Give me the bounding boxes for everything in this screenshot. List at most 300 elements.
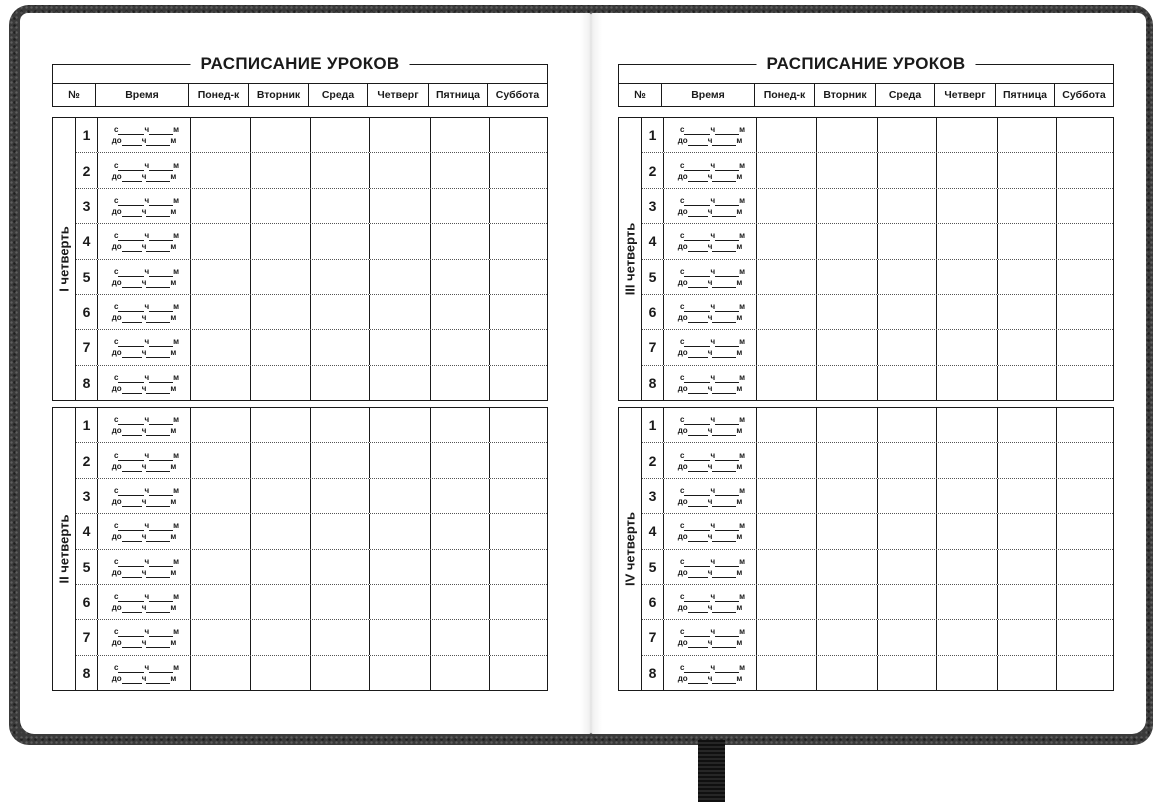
time-to-line: [112, 206, 177, 217]
day-cell[interactable]: [431, 153, 490, 187]
day-cell[interactable]: [1057, 408, 1113, 442]
day-cell[interactable]: [431, 366, 490, 400]
time-label-from: с: [113, 415, 119, 425]
day-cell[interactable]: [370, 550, 431, 584]
time-cell[interactable]: [664, 366, 757, 400]
time-cell[interactable]: [98, 585, 191, 619]
day-cell[interactable]: [1057, 585, 1113, 619]
day-cell[interactable]: [431, 330, 490, 364]
day-cell[interactable]: [817, 366, 878, 400]
day-cell[interactable]: [878, 408, 937, 442]
day-cell[interactable]: [878, 366, 937, 400]
day-cell[interactable]: [311, 224, 370, 258]
day-cell[interactable]: [998, 479, 1057, 513]
day-cell[interactable]: [817, 295, 878, 329]
day-cell[interactable]: [490, 295, 547, 329]
blank-line: [712, 640, 736, 648]
day-cell[interactable]: [757, 443, 817, 477]
column-header-row: [618, 83, 1114, 107]
time-from-line: [680, 450, 745, 461]
day-cell[interactable]: [370, 224, 431, 258]
day-cell[interactable]: [311, 550, 370, 584]
time-cell[interactable]: [98, 656, 191, 690]
day-cell[interactable]: [878, 479, 937, 513]
day-cell[interactable]: [431, 260, 490, 294]
day-cell[interactable]: [817, 153, 878, 187]
day-cell[interactable]: [817, 550, 878, 584]
day-cell[interactable]: [490, 550, 547, 584]
day-cell[interactable]: [998, 620, 1057, 654]
day-cell[interactable]: [191, 295, 251, 329]
day-cell[interactable]: [998, 118, 1057, 152]
day-cell[interactable]: [878, 656, 937, 690]
day-cell[interactable]: [878, 330, 937, 364]
day-cell[interactable]: [878, 443, 937, 477]
day-cell[interactable]: [757, 408, 817, 442]
blank-line: [149, 417, 173, 425]
day-cell[interactable]: [757, 366, 817, 400]
day-cell[interactable]: [251, 656, 311, 690]
day-cell[interactable]: [878, 189, 937, 223]
day-cell[interactable]: [817, 260, 878, 294]
day-cell[interactable]: [1057, 153, 1113, 187]
time-label-minutes: м: [170, 426, 177, 436]
time-label-hours: ч: [141, 532, 147, 542]
day-cell[interactable]: [191, 443, 251, 477]
day-cell[interactable]: [1057, 620, 1113, 654]
day-cell[interactable]: [490, 189, 547, 223]
time-cell[interactable]: [664, 189, 757, 223]
time-label-from: с: [679, 556, 685, 566]
time-label-to: до: [677, 426, 688, 436]
schedule-header-left: [52, 54, 548, 83]
day-cell[interactable]: [817, 656, 878, 690]
day-cell[interactable]: [757, 153, 817, 187]
time-label-from: с: [679, 485, 685, 495]
time-label-minutes: м: [736, 426, 743, 436]
time-cell[interactable]: [664, 514, 757, 548]
time-label-minutes: м: [736, 532, 743, 542]
time-label-to: до: [677, 673, 688, 683]
day-cell[interactable]: [251, 479, 311, 513]
time-cell[interactable]: [664, 656, 757, 690]
day-cell[interactable]: [370, 514, 431, 548]
time-label-from: с: [113, 372, 119, 382]
day-cell[interactable]: [431, 620, 490, 654]
day-cell[interactable]: [370, 656, 431, 690]
blank-line: [712, 386, 736, 394]
day-cell[interactable]: [431, 514, 490, 548]
day-cell[interactable]: [191, 189, 251, 223]
day-cell[interactable]: [370, 153, 431, 187]
day-cell[interactable]: [998, 260, 1057, 294]
day-cell[interactable]: [1057, 366, 1113, 400]
day-cell[interactable]: [817, 479, 878, 513]
day-cell[interactable]: [937, 224, 998, 258]
day-cell[interactable]: [878, 585, 937, 619]
day-cell[interactable]: [878, 153, 937, 187]
day-cell[interactable]: [311, 260, 370, 294]
day-cell[interactable]: [1057, 224, 1113, 258]
day-cell[interactable]: [878, 118, 937, 152]
day-cell[interactable]: [817, 118, 878, 152]
blank-line: [712, 244, 736, 252]
day-cell[interactable]: [817, 408, 878, 442]
blank-line: [118, 127, 144, 135]
day-cell[interactable]: [490, 656, 547, 690]
blank-line: [688, 534, 708, 542]
day-cell[interactable]: [311, 189, 370, 223]
day-cell[interactable]: [311, 620, 370, 654]
day-cell[interactable]: [191, 550, 251, 584]
day-cell[interactable]: [251, 224, 311, 258]
quarter-label: I четверть: [56, 226, 72, 292]
day-cell[interactable]: [370, 479, 431, 513]
day-cell[interactable]: [1057, 550, 1113, 584]
day-cell[interactable]: [431, 479, 490, 513]
day-cell[interactable]: [998, 295, 1057, 329]
day-cell[interactable]: [251, 408, 311, 442]
blank-line: [715, 665, 739, 673]
lesson-number: 4: [76, 514, 98, 548]
time-label-hours: ч: [141, 171, 147, 181]
time-label-minutes: м: [173, 302, 180, 312]
day-cell[interactable]: [251, 330, 311, 364]
day-cell[interactable]: [757, 224, 817, 258]
day-cell[interactable]: [878, 620, 937, 654]
time-cell[interactable]: [98, 366, 191, 400]
day-cell[interactable]: [757, 189, 817, 223]
time-to-line: [678, 347, 743, 358]
day-cell[interactable]: [757, 295, 817, 329]
lesson-row: [642, 330, 1113, 365]
day-cell[interactable]: [191, 153, 251, 187]
day-cell[interactable]: [1057, 443, 1113, 477]
day-cell[interactable]: [937, 479, 998, 513]
day-cell[interactable]: [490, 366, 547, 400]
day-cell[interactable]: [937, 153, 998, 187]
time-cell[interactable]: [98, 550, 191, 584]
day-cell[interactable]: [191, 620, 251, 654]
day-cell[interactable]: [370, 408, 431, 442]
time-label-hours: ч: [141, 313, 147, 323]
day-cell[interactable]: [431, 224, 490, 258]
day-cell[interactable]: [937, 550, 998, 584]
time-cell[interactable]: [664, 260, 757, 294]
time-cell[interactable]: [664, 620, 757, 654]
quarter-block: [52, 407, 548, 691]
time-cell[interactable]: [98, 479, 191, 513]
day-cell[interactable]: [817, 585, 878, 619]
blank-line: [712, 570, 736, 578]
day-cell[interactable]: [998, 656, 1057, 690]
day-cell[interactable]: [1057, 330, 1113, 364]
time-cell[interactable]: [98, 118, 191, 152]
day-cell[interactable]: [490, 620, 547, 654]
day-cell[interactable]: [311, 366, 370, 400]
day-cell[interactable]: [370, 295, 431, 329]
day-cell[interactable]: [191, 224, 251, 258]
day-cell[interactable]: [937, 408, 998, 442]
day-cell[interactable]: [490, 443, 547, 477]
time-from-line: [680, 266, 745, 277]
day-cell[interactable]: [191, 366, 251, 400]
time-cell[interactable]: [664, 118, 757, 152]
day-cell[interactable]: [998, 585, 1057, 619]
time-from-line: [680, 626, 745, 637]
day-cell[interactable]: [370, 189, 431, 223]
time-label-from: с: [113, 302, 119, 312]
time-cell[interactable]: [98, 514, 191, 548]
time-cell[interactable]: [98, 443, 191, 477]
time-label-minutes: м: [736, 567, 743, 577]
day-cell[interactable]: [998, 514, 1057, 548]
day-cell[interactable]: [431, 550, 490, 584]
time-label-from: с: [679, 302, 685, 312]
day-cell[interactable]: [370, 620, 431, 654]
lesson-number: 4: [76, 224, 98, 258]
day-cell[interactable]: [937, 514, 998, 548]
day-cell[interactable]: [757, 550, 817, 584]
day-cell[interactable]: [757, 330, 817, 364]
day-cell[interactable]: [490, 479, 547, 513]
day-cell[interactable]: [191, 656, 251, 690]
day-cell[interactable]: [757, 118, 817, 152]
day-cell[interactable]: [490, 585, 547, 619]
day-cell[interactable]: [251, 189, 311, 223]
time-cell[interactable]: [664, 408, 757, 442]
day-cell[interactable]: [878, 224, 937, 258]
day-cell[interactable]: [937, 585, 998, 619]
day-cell[interactable]: [490, 118, 547, 152]
day-cell[interactable]: [1057, 514, 1113, 548]
time-label-hours: ч: [707, 567, 713, 577]
day-cell[interactable]: [998, 224, 1057, 258]
day-cell[interactable]: [251, 550, 311, 584]
day-cell[interactable]: [490, 260, 547, 294]
day-cell[interactable]: [878, 260, 937, 294]
day-cell[interactable]: [311, 295, 370, 329]
time-cell[interactable]: [664, 479, 757, 513]
time-cell[interactable]: [664, 330, 757, 364]
day-cell[interactable]: [937, 189, 998, 223]
day-cell[interactable]: [937, 118, 998, 152]
day-cell[interactable]: [1057, 189, 1113, 223]
day-cell[interactable]: [251, 260, 311, 294]
day-cell[interactable]: [431, 189, 490, 223]
time-from-line: [680, 160, 745, 171]
day-cell[interactable]: [431, 295, 490, 329]
time-cell[interactable]: [664, 585, 757, 619]
day-cell[interactable]: [311, 118, 370, 152]
lesson-row: [642, 295, 1113, 330]
day-cell[interactable]: [757, 260, 817, 294]
time-from-line: [114, 266, 179, 277]
day-cell[interactable]: [998, 330, 1057, 364]
day-cell[interactable]: [998, 153, 1057, 187]
day-cell[interactable]: [251, 514, 311, 548]
time-label-from: с: [113, 450, 119, 460]
time-cell[interactable]: [98, 295, 191, 329]
day-cell[interactable]: [191, 585, 251, 619]
blank-line: [118, 523, 144, 531]
quarter-block: [52, 117, 548, 401]
day-cell[interactable]: [251, 585, 311, 619]
time-cell[interactable]: [664, 295, 757, 329]
day-cell[interactable]: [311, 443, 370, 477]
blank-line: [684, 629, 710, 637]
time-label-minutes: м: [173, 415, 180, 425]
blank-line: [712, 499, 736, 507]
day-cell[interactable]: [937, 656, 998, 690]
day-cell[interactable]: [490, 514, 547, 548]
day-cell[interactable]: [998, 408, 1057, 442]
time-label-hours: ч: [710, 415, 716, 425]
time-label-to: до: [677, 532, 688, 542]
day-cell[interactable]: [251, 118, 311, 152]
time-cell[interactable]: [98, 153, 191, 187]
day-cell[interactable]: [311, 330, 370, 364]
day-cell[interactable]: [311, 479, 370, 513]
day-cell[interactable]: [191, 330, 251, 364]
blank-line: [712, 350, 736, 358]
day-cell[interactable]: [757, 656, 817, 690]
day-cell[interactable]: [937, 260, 998, 294]
day-cell[interactable]: [370, 443, 431, 477]
day-cell[interactable]: [937, 295, 998, 329]
time-label-minutes: м: [173, 485, 180, 495]
blank-line: [149, 127, 173, 135]
time-cell[interactable]: [98, 408, 191, 442]
day-cell[interactable]: [878, 550, 937, 584]
blank-line: [688, 464, 708, 472]
day-cell[interactable]: [191, 479, 251, 513]
day-cell[interactable]: [817, 514, 878, 548]
blank-line: [149, 559, 173, 567]
day-cell[interactable]: [878, 514, 937, 548]
day-cell[interactable]: [311, 153, 370, 187]
time-label-to: до: [677, 603, 688, 613]
time-label-hours: ч: [141, 426, 147, 436]
day-cell[interactable]: [490, 224, 547, 258]
day-cell[interactable]: [490, 330, 547, 364]
blank-line: [118, 665, 144, 673]
lesson-row: [76, 408, 547, 443]
day-cell[interactable]: [251, 295, 311, 329]
blank-line: [146, 350, 170, 358]
blank-line: [684, 269, 710, 277]
time-cell[interactable]: [664, 153, 757, 187]
time-label-from: с: [113, 592, 119, 602]
time-label-minutes: м: [170, 277, 177, 287]
day-cell[interactable]: [817, 224, 878, 258]
day-cell[interactable]: [998, 366, 1057, 400]
day-cell[interactable]: [370, 330, 431, 364]
day-cell[interactable]: [311, 408, 370, 442]
time-label-minutes: м: [736, 136, 743, 146]
day-cell[interactable]: [311, 656, 370, 690]
day-cell[interactable]: [998, 550, 1057, 584]
day-cell[interactable]: [937, 330, 998, 364]
blank-line: [684, 127, 710, 135]
day-cell[interactable]: [431, 408, 490, 442]
time-cell[interactable]: [98, 260, 191, 294]
day-cell[interactable]: [878, 295, 937, 329]
day-cell[interactable]: [311, 585, 370, 619]
day-cell[interactable]: [937, 443, 998, 477]
day-cell[interactable]: [1057, 479, 1113, 513]
day-cell[interactable]: [191, 514, 251, 548]
day-cell[interactable]: [251, 366, 311, 400]
column-day: Четверг: [368, 84, 429, 106]
day-cell[interactable]: [490, 153, 547, 187]
day-cell[interactable]: [1057, 260, 1113, 294]
day-cell[interactable]: [817, 189, 878, 223]
time-label-from: с: [679, 266, 685, 276]
day-cell[interactable]: [370, 118, 431, 152]
time-label-to: до: [677, 136, 688, 146]
day-cell[interactable]: [251, 443, 311, 477]
day-cell[interactable]: [191, 118, 251, 152]
day-cell[interactable]: [191, 260, 251, 294]
day-cell[interactable]: [757, 585, 817, 619]
time-cell[interactable]: [98, 620, 191, 654]
day-cell[interactable]: [937, 620, 998, 654]
time-label-from: с: [679, 195, 685, 205]
time-cell[interactable]: [664, 443, 757, 477]
blank-line: [118, 269, 144, 277]
day-cell[interactable]: [431, 118, 490, 152]
blank-line: [146, 280, 170, 288]
day-cell[interactable]: [757, 620, 817, 654]
day-cell[interactable]: [251, 620, 311, 654]
day-cell[interactable]: [431, 585, 490, 619]
day-cell[interactable]: [937, 366, 998, 400]
blank-line: [118, 417, 144, 425]
day-cell[interactable]: [370, 260, 431, 294]
day-cell[interactable]: [817, 330, 878, 364]
day-cell[interactable]: [370, 366, 431, 400]
day-cell[interactable]: [1057, 118, 1113, 152]
day-cell[interactable]: [998, 443, 1057, 477]
day-cell[interactable]: [757, 514, 817, 548]
time-to-line: [112, 383, 177, 394]
time-cell[interactable]: [98, 224, 191, 258]
day-cell[interactable]: [370, 585, 431, 619]
time-cell[interactable]: [98, 189, 191, 223]
day-cell[interactable]: [431, 443, 490, 477]
lesson-number: 8: [76, 656, 98, 690]
day-cell[interactable]: [311, 514, 370, 548]
day-cell[interactable]: [817, 443, 878, 477]
day-cell[interactable]: [1057, 656, 1113, 690]
time-from-line: [114, 520, 179, 531]
time-cell[interactable]: [98, 330, 191, 364]
day-cell[interactable]: [490, 408, 547, 442]
day-cell[interactable]: [251, 153, 311, 187]
lesson-row: [642, 443, 1113, 478]
day-cell[interactable]: [191, 408, 251, 442]
day-cell[interactable]: [817, 620, 878, 654]
time-cell[interactable]: [664, 224, 757, 258]
day-cell[interactable]: [431, 656, 490, 690]
day-cell[interactable]: [757, 479, 817, 513]
blank-line: [122, 174, 142, 182]
time-to-line: [678, 531, 743, 542]
time-cell[interactable]: [664, 550, 757, 584]
day-cell[interactable]: [998, 189, 1057, 223]
day-cell[interactable]: [1057, 295, 1113, 329]
